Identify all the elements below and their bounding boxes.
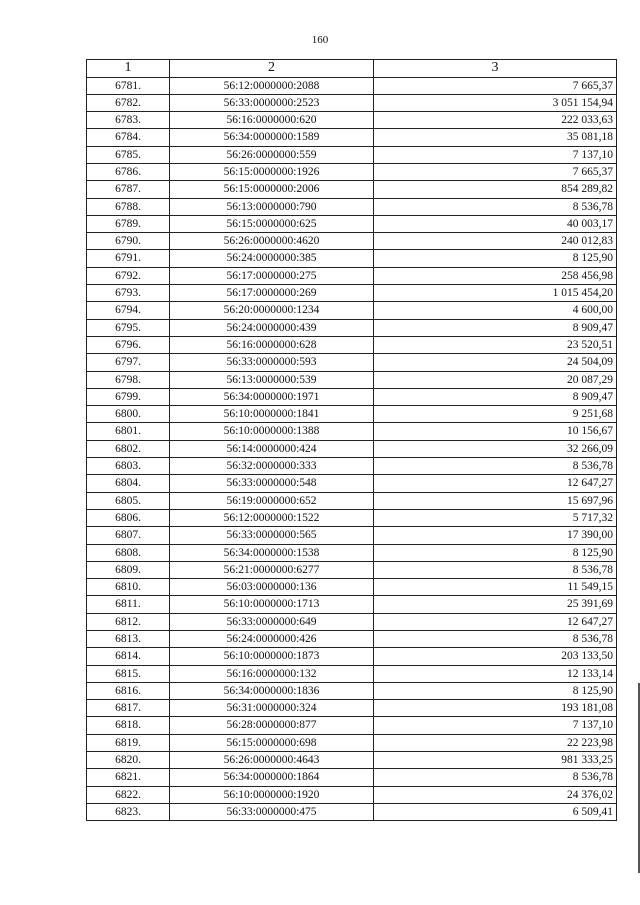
cadastral-number-cell: 56:34:0000000:1589 — [170, 129, 374, 146]
cadastral-number-cell: 56:34:0000000:1538 — [170, 544, 374, 561]
table-header — [87, 60, 617, 78]
table-row — [87, 267, 617, 284]
row-number-cell: 6813. — [87, 631, 170, 648]
value-cell: 20 087,29 — [374, 371, 617, 388]
row-number-cell: 6817. — [87, 700, 170, 717]
value-cell: 8 909,47 — [374, 319, 617, 336]
cadastral-number-cell: 56:24:0000000:439 — [170, 319, 374, 336]
value-cell: 10 156,67 — [374, 423, 617, 440]
cadastral-number-cell: 56:34:0000000:1836 — [170, 682, 374, 699]
row-number-cell: 6821. — [87, 769, 170, 786]
row-number-cell: 6794. — [87, 302, 170, 319]
value-cell: 5 717,32 — [374, 509, 617, 526]
row-number-cell: 6806. — [87, 509, 170, 526]
table-body — [87, 77, 617, 821]
value-cell: 9 251,68 — [374, 406, 617, 423]
table-row — [87, 440, 617, 457]
table-row — [87, 423, 617, 440]
cadastral-number-cell: 56:33:0000000:593 — [170, 354, 374, 371]
value-cell: 7 137,10 — [374, 717, 617, 734]
page-number: 160 — [311, 34, 329, 46]
value-cell: 8 125,90 — [374, 544, 617, 561]
row-number-cell: 6811. — [87, 596, 170, 613]
value-cell: 35 081,18 — [374, 129, 617, 146]
cadastral-number-cell: 56:17:0000000:275 — [170, 267, 374, 284]
table-row — [87, 388, 617, 405]
row-number-cell: 6819. — [87, 734, 170, 751]
row-number-cell: 6788. — [87, 198, 170, 215]
row-number-cell: 6797. — [87, 354, 170, 371]
table-row — [87, 475, 617, 492]
value-cell: 193 181,08 — [374, 700, 617, 717]
cadastral-number-cell: 56:31:0000000:324 — [170, 700, 374, 717]
row-number-cell: 6818. — [87, 717, 170, 734]
cadastral-number-cell: 56:26:0000000:4620 — [170, 233, 374, 250]
value-cell: 8 536,78 — [374, 631, 617, 648]
row-number-cell: 6812. — [87, 613, 170, 630]
table-row — [87, 631, 617, 648]
table-row — [87, 181, 617, 198]
cadastral-number-cell: 56:26:0000000:559 — [170, 146, 374, 163]
value-cell: 8 536,78 — [374, 198, 617, 215]
registry-table-container — [86, 59, 616, 821]
value-cell: 40 003,17 — [374, 215, 617, 232]
column-header-3: 3 — [374, 60, 617, 78]
value-cell: 8 125,90 — [374, 682, 617, 699]
row-number-cell: 6786. — [87, 163, 170, 180]
table-row — [87, 302, 617, 319]
table-row — [87, 146, 617, 163]
header-row — [87, 60, 617, 78]
column-header-1: 1 — [87, 60, 170, 78]
table-row — [87, 163, 617, 180]
value-cell: 15 697,96 — [374, 492, 617, 509]
value-cell: 7 665,37 — [374, 163, 617, 180]
table-row — [87, 233, 617, 250]
row-number-cell: 6807. — [87, 527, 170, 544]
row-number-cell: 6792. — [87, 267, 170, 284]
cadastral-number-cell: 56:16:0000000:620 — [170, 112, 374, 129]
row-number-cell: 6814. — [87, 648, 170, 665]
row-number-cell: 6785. — [87, 146, 170, 163]
table-row — [87, 527, 617, 544]
value-cell: 8 125,90 — [374, 250, 617, 267]
table-row — [87, 596, 617, 613]
table-row — [87, 769, 617, 786]
value-cell: 222 033,63 — [374, 112, 617, 129]
table-row — [87, 336, 617, 353]
row-number-cell: 6799. — [87, 388, 170, 405]
table-row — [87, 406, 617, 423]
cadastral-number-cell: 56:19:0000000:652 — [170, 492, 374, 509]
cadastral-number-cell: 56:15:0000000:1926 — [170, 163, 374, 180]
table-row — [87, 77, 617, 94]
cadastral-number-cell: 56:33:0000000:475 — [170, 803, 374, 820]
row-number-cell: 6823. — [87, 803, 170, 820]
table-row — [87, 354, 617, 371]
table-row — [87, 734, 617, 751]
table-row — [87, 215, 617, 232]
value-cell: 6 509,41 — [374, 803, 617, 820]
table-row — [87, 613, 617, 630]
cadastral-number-cell: 56:12:0000000:1522 — [170, 509, 374, 526]
value-cell: 981 333,25 — [374, 752, 617, 769]
cadastral-number-cell: 56:33:0000000:649 — [170, 613, 374, 630]
table-row — [87, 786, 617, 803]
cadastral-number-cell: 56:21:0000000:6277 — [170, 561, 374, 578]
table-row — [87, 250, 617, 267]
cadastral-number-cell: 56:03:0000000:136 — [170, 579, 374, 596]
table-row — [87, 561, 617, 578]
row-number-cell: 6820. — [87, 752, 170, 769]
table-row — [87, 285, 617, 302]
row-number-cell: 6809. — [87, 561, 170, 578]
row-number-cell: 6782. — [87, 94, 170, 111]
cadastral-number-cell: 56:34:0000000:1971 — [170, 388, 374, 405]
row-number-cell: 6793. — [87, 285, 170, 302]
value-cell: 25 391,69 — [374, 596, 617, 613]
row-number-cell: 6804. — [87, 475, 170, 492]
cadastral-number-cell: 56:33:0000000:548 — [170, 475, 374, 492]
value-cell: 12 647,27 — [374, 475, 617, 492]
table-row — [87, 752, 617, 769]
table-row — [87, 803, 617, 820]
row-number-cell: 6795. — [87, 319, 170, 336]
cadastral-number-cell: 56:15:0000000:2006 — [170, 181, 374, 198]
value-cell: 12 647,27 — [374, 613, 617, 630]
row-number-cell: 6787. — [87, 181, 170, 198]
row-number-cell: 6805. — [87, 492, 170, 509]
row-number-cell: 6803. — [87, 458, 170, 475]
cadastral-number-cell: 56:32:0000000:333 — [170, 458, 374, 475]
value-cell: 7 137,10 — [374, 146, 617, 163]
row-number-cell: 6798. — [87, 371, 170, 388]
table-row — [87, 129, 617, 146]
table-row — [87, 319, 617, 336]
cadastral-number-cell: 56:17:0000000:269 — [170, 285, 374, 302]
table-row — [87, 579, 617, 596]
value-cell: 203 133,50 — [374, 648, 617, 665]
cadastral-number-cell: 56:16:0000000:132 — [170, 665, 374, 682]
table-row — [87, 544, 617, 561]
value-cell: 258 456,98 — [374, 267, 617, 284]
cadastral-number-cell: 56:10:0000000:1920 — [170, 786, 374, 803]
value-cell: 8 536,78 — [374, 458, 617, 475]
value-cell: 32 266,09 — [374, 440, 617, 457]
row-number-cell: 6808. — [87, 544, 170, 561]
value-cell: 7 665,37 — [374, 77, 617, 94]
cadastral-number-cell: 56:20:0000000:1234 — [170, 302, 374, 319]
value-cell: 24 376,02 — [374, 786, 617, 803]
value-cell: 4 600,00 — [374, 302, 617, 319]
cadastral-number-cell: 56:26:0000000:4643 — [170, 752, 374, 769]
cadastral-number-cell: 56:15:0000000:698 — [170, 734, 374, 751]
row-number-cell: 6781. — [87, 77, 170, 94]
value-cell: 1 015 454,20 — [374, 285, 617, 302]
row-number-cell: 6784. — [87, 129, 170, 146]
cadastral-number-cell: 56:24:0000000:385 — [170, 250, 374, 267]
table-row — [87, 648, 617, 665]
row-number-cell: 6800. — [87, 406, 170, 423]
value-cell: 8 536,78 — [374, 561, 617, 578]
table-row — [87, 665, 617, 682]
cadastral-number-cell: 56:16:0000000:628 — [170, 336, 374, 353]
table-row — [87, 717, 617, 734]
cadastral-number-cell: 56:34:0000000:1864 — [170, 769, 374, 786]
cadastral-number-cell: 56:13:0000000:790 — [170, 198, 374, 215]
value-cell: 854 289,82 — [374, 181, 617, 198]
cadastral-number-cell: 56:28:0000000:877 — [170, 717, 374, 734]
value-cell: 240 012,83 — [374, 233, 617, 250]
table-row — [87, 458, 617, 475]
row-number-cell: 6810. — [87, 579, 170, 596]
value-cell: 11 549,15 — [374, 579, 617, 596]
cadastral-number-cell: 56:33:0000000:565 — [170, 527, 374, 544]
table-row — [87, 371, 617, 388]
value-cell: 17 390,00 — [374, 527, 617, 544]
cadastral-number-cell: 56:10:0000000:1873 — [170, 648, 374, 665]
cadastral-number-cell: 56:24:0000000:426 — [170, 631, 374, 648]
cadastral-number-cell: 56:33:0000000:2523 — [170, 94, 374, 111]
row-number-cell: 6791. — [87, 250, 170, 267]
table-row — [87, 94, 617, 111]
value-cell: 12 133,14 — [374, 665, 617, 682]
cadastral-number-cell: 56:10:0000000:1841 — [170, 406, 374, 423]
table-row — [87, 492, 617, 509]
value-cell: 3 051 154,94 — [374, 94, 617, 111]
column-header-2: 2 — [170, 60, 374, 78]
value-cell: 24 504,09 — [374, 354, 617, 371]
cadastral-number-cell: 56:15:0000000:625 — [170, 215, 374, 232]
row-number-cell: 6783. — [87, 112, 170, 129]
row-number-cell: 6801. — [87, 423, 170, 440]
table-row — [87, 700, 617, 717]
cadastral-number-cell: 56:13:0000000:539 — [170, 371, 374, 388]
table-row — [87, 198, 617, 215]
table-row — [87, 112, 617, 129]
row-number-cell: 6796. — [87, 336, 170, 353]
cadastral-number-cell: 56:12:0000000:2088 — [170, 77, 374, 94]
row-number-cell: 6815. — [87, 665, 170, 682]
row-number-cell: 6789. — [87, 215, 170, 232]
registry-table — [86, 59, 617, 821]
cadastral-number-cell: 56:14:0000000:424 — [170, 440, 374, 457]
row-number-cell: 6816. — [87, 682, 170, 699]
cadastral-number-cell: 56:10:0000000:1713 — [170, 596, 374, 613]
row-number-cell: 6790. — [87, 233, 170, 250]
row-number-cell: 6822. — [87, 786, 170, 803]
value-cell: 23 520,51 — [374, 336, 617, 353]
cadastral-number-cell: 56:10:0000000:1388 — [170, 423, 374, 440]
value-cell: 8 536,78 — [374, 769, 617, 786]
table-row — [87, 682, 617, 699]
value-cell: 22 223,98 — [374, 734, 617, 751]
table-row — [87, 509, 617, 526]
row-number-cell: 6802. — [87, 440, 170, 457]
value-cell: 8 909,47 — [374, 388, 617, 405]
